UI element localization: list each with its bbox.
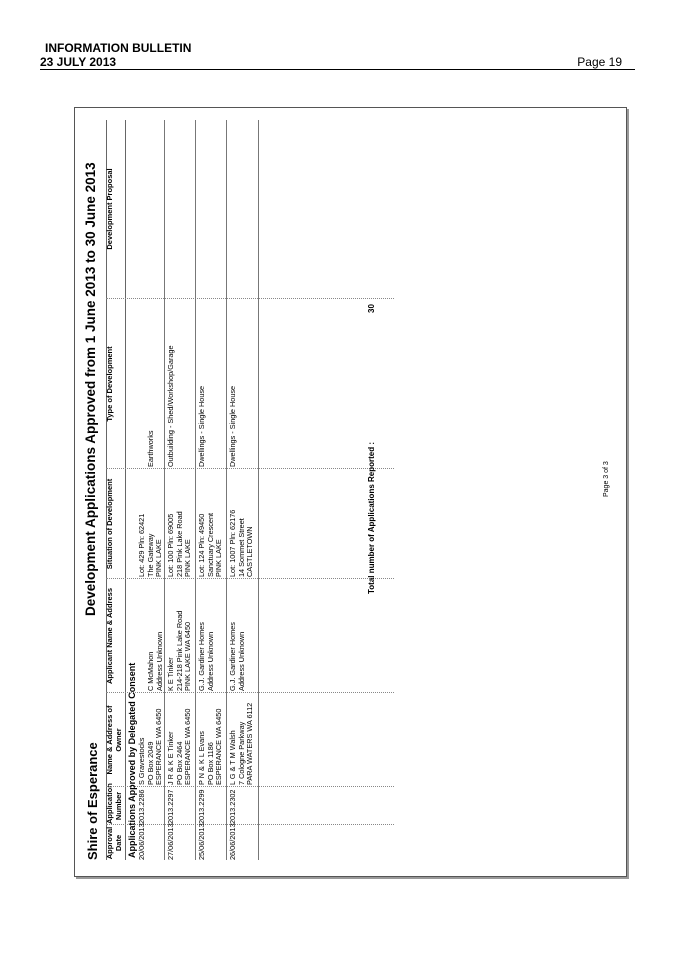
row-separator — [226, 120, 227, 860]
section-heading: Applications Approved by Delegated Consent — [127, 662, 137, 858]
shire-name: Shire of Esperance — [85, 742, 100, 860]
header-divider — [40, 69, 635, 70]
header-rule — [125, 120, 126, 860]
column-divider — [106, 824, 394, 825]
report-page-footer: Page 3 of 3 — [603, 461, 610, 497]
bulletin-title: INFORMATION BULLETIN — [45, 41, 192, 55]
column-divider — [106, 786, 394, 787]
bulletin-date: 23 JULY 2013 — [40, 55, 117, 69]
col-owner: Name & Address of Owner — [105, 705, 123, 775]
row-owner: P N & K L Evans PO Box 1186 ESPERANCE WA 6450 — [197, 708, 224, 785]
row-applicant: G.J. Gardiner Homes Address Unknown — [197, 622, 215, 691]
row-owner: L G & T M Walsh 7 Cologne Parkway PARA WATERS WA 6112 — [228, 702, 255, 785]
col-applicant: Applicant Name & Address — [105, 588, 114, 684]
row-situation: Lot: 100 Pln: 69005 218 Pink Lake Road PINK LAKE — [166, 511, 193, 577]
scanned-report-page — [74, 107, 627, 877]
row-date: 25/06/2013 — [197, 823, 206, 860]
row-type: Dwellings - Single House — [197, 385, 206, 467]
col-situation: Situation of Development — [105, 478, 114, 570]
row-situation: Lot: 1007 Pln: 62176 14 Sommet Street CASTLETOWN — [228, 509, 255, 577]
row-number: 2013.2299 — [197, 789, 206, 824]
total-value: 30 — [367, 304, 376, 313]
row-separator — [164, 120, 165, 860]
row-applicant: C McMahon Address Unknown — [146, 631, 164, 691]
row-owner: J R & K E Tinker PO Box 2464 ESPERANCE WA 6450 — [166, 708, 193, 785]
total-label: Total number of Applications Reported : — [367, 442, 376, 594]
row-date: 27/06/2013 — [166, 823, 175, 860]
col-proposal: Development Proposal — [105, 168, 114, 250]
row-applicant: G.J. Gardiner Homes Address Unknown — [228, 622, 246, 691]
row-date: 20/06/2013 — [137, 823, 146, 860]
row-type: Dwellings - Single House — [228, 385, 237, 467]
row-date: 26/06/2013 — [228, 823, 237, 860]
row-separator — [195, 120, 196, 860]
row-situation: Lot: 124 Pln: 49450 Sanctuary Crescent PINK LAKE — [197, 512, 224, 577]
row-owner: S Gravestocks PO Box 2049 ESPERANCE WA 6450 — [137, 708, 164, 785]
col-application-number: Application Number — [105, 783, 123, 824]
column-divider — [106, 692, 394, 693]
col-type: Type of Development — [105, 346, 114, 422]
col-approval-date: Approval Date — [105, 826, 123, 860]
row-number: 2013.2286 — [137, 789, 146, 824]
row-situation: Lot: 429 Pln: 62421 The Gateway PINK LAKE — [137, 513, 164, 577]
row-applicant: K E Tinker 214-218 Pink Lake Road PINK LAKE WA 6450 — [166, 610, 193, 691]
row-type: Earthworks — [146, 430, 155, 467]
column-divider — [106, 578, 394, 579]
column-divider — [106, 468, 394, 469]
row-separator — [258, 120, 259, 860]
page-number: Page 19 — [577, 55, 622, 69]
row-number: 2013.2297 — [166, 789, 175, 824]
rotated-report — [75, 108, 626, 876]
row-number: 2013.2302 — [228, 789, 237, 824]
row-type: Outbuilding - Shed/Workshop/Garage — [166, 345, 175, 467]
report-title: Development Applications Approved from 1 June 2013 to 30 June 2013 — [83, 162, 98, 616]
column-divider — [106, 298, 394, 299]
